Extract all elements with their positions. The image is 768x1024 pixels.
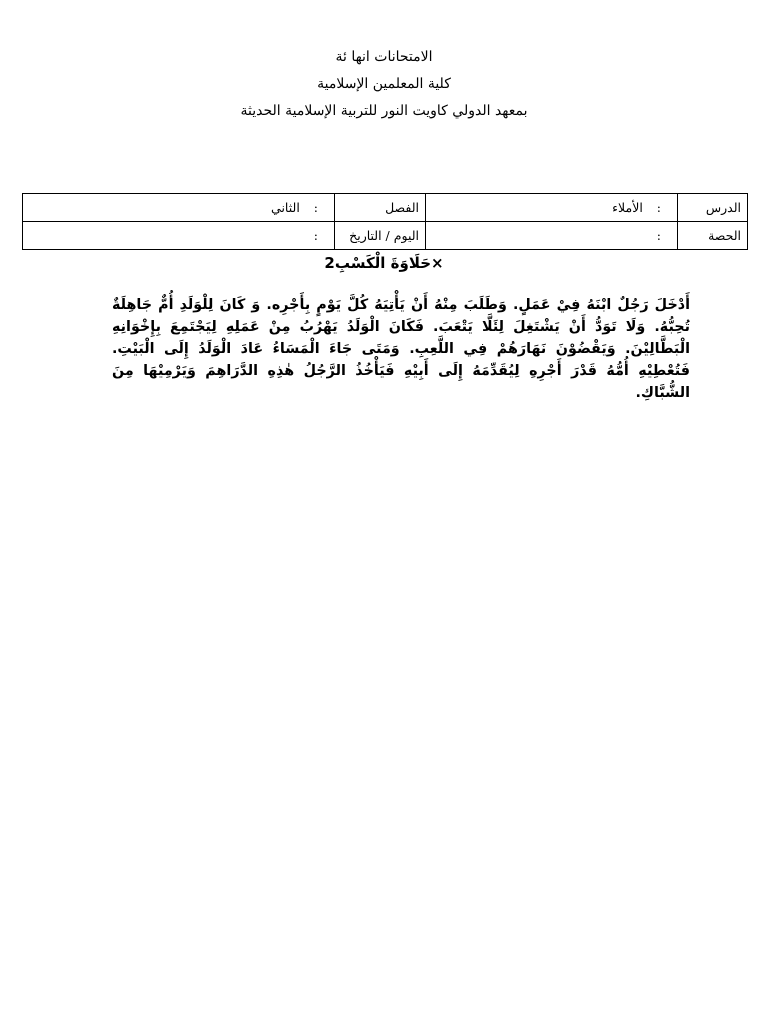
- subject-value: الأملاء: [612, 200, 643, 215]
- subject-value-cell: [426, 194, 678, 222]
- passage-title: ×حَلَاوَةَ الْكَسْبِ2: [324, 254, 444, 272]
- period-value-cell: [426, 222, 678, 250]
- period-label: الحصة: [678, 222, 748, 250]
- info-table: [22, 193, 748, 250]
- exam-header: [0, 44, 768, 125]
- colon: :: [313, 228, 318, 243]
- college-name: كلية المعلمين الإسلامية: [317, 76, 451, 92]
- date-value-cell: [23, 222, 335, 250]
- info-row-period: [23, 222, 748, 250]
- institute-name: بمعهد الدولي كاويت النور للتربية الإسلامية الحديثة: [240, 103, 528, 119]
- chapter-value-cell: [23, 194, 335, 222]
- colon: :: [656, 228, 661, 243]
- date-label: اليوم / التاريخ: [335, 222, 426, 250]
- exam-title: الامتحانات انها ئة: [335, 49, 433, 65]
- info-row-subject: [23, 194, 748, 222]
- colon: :: [313, 200, 318, 215]
- dictation-passage: أَدْخَلَ رَجُلٌ ابْنَهُ فِيْ عَمَلٍ. وَطَلَبَ مِنْهُ أَنْ يَأْتِيَهُ كُلَّ يَوْمٍ بِأَجْرِه. وَ كَانَ لِلْوَلَدِ أُمٌّ جَاهِلَةٌ تُحِبُّهُ. وَلَا تَوَدُّ أَنْ يَشْتَغِلَ لِئَلَّا يَتْعَبَ. فَكَانَ الْوَلَدُ يَهْرُبُ مِنْ عَمَلِهِ لِيَجْتَمِعَ بِإِخْوَانِهِ الْبَطَّالِيْنَ. وَيَقْضُوْنَ نَهَارَهُمْ فِي اللَّعِبِ. وَمَتَى جَاءَ الْمَسَاءُ عَادَ الْوَلَدُ إِلَى الْبَيْتِ. فَتُعْطِيْهِ أُمُّهُ قَدْرَ أَجْرِهِ لِيُقَدِّمَهُ إِلَى أَبِيْهِ فَيَأْخُذُ الرَّجُلُ هٰذِهِ الدَّرَاهِمَ وَيَرْمِيْهَا مِنَ الشُّبَّاكِ.: [112, 297, 690, 401]
- chapter-label: الفصل: [335, 194, 426, 222]
- subject-label: الدرس: [678, 194, 748, 222]
- colon: :: [656, 200, 661, 215]
- chapter-value: الثاني: [271, 200, 300, 215]
